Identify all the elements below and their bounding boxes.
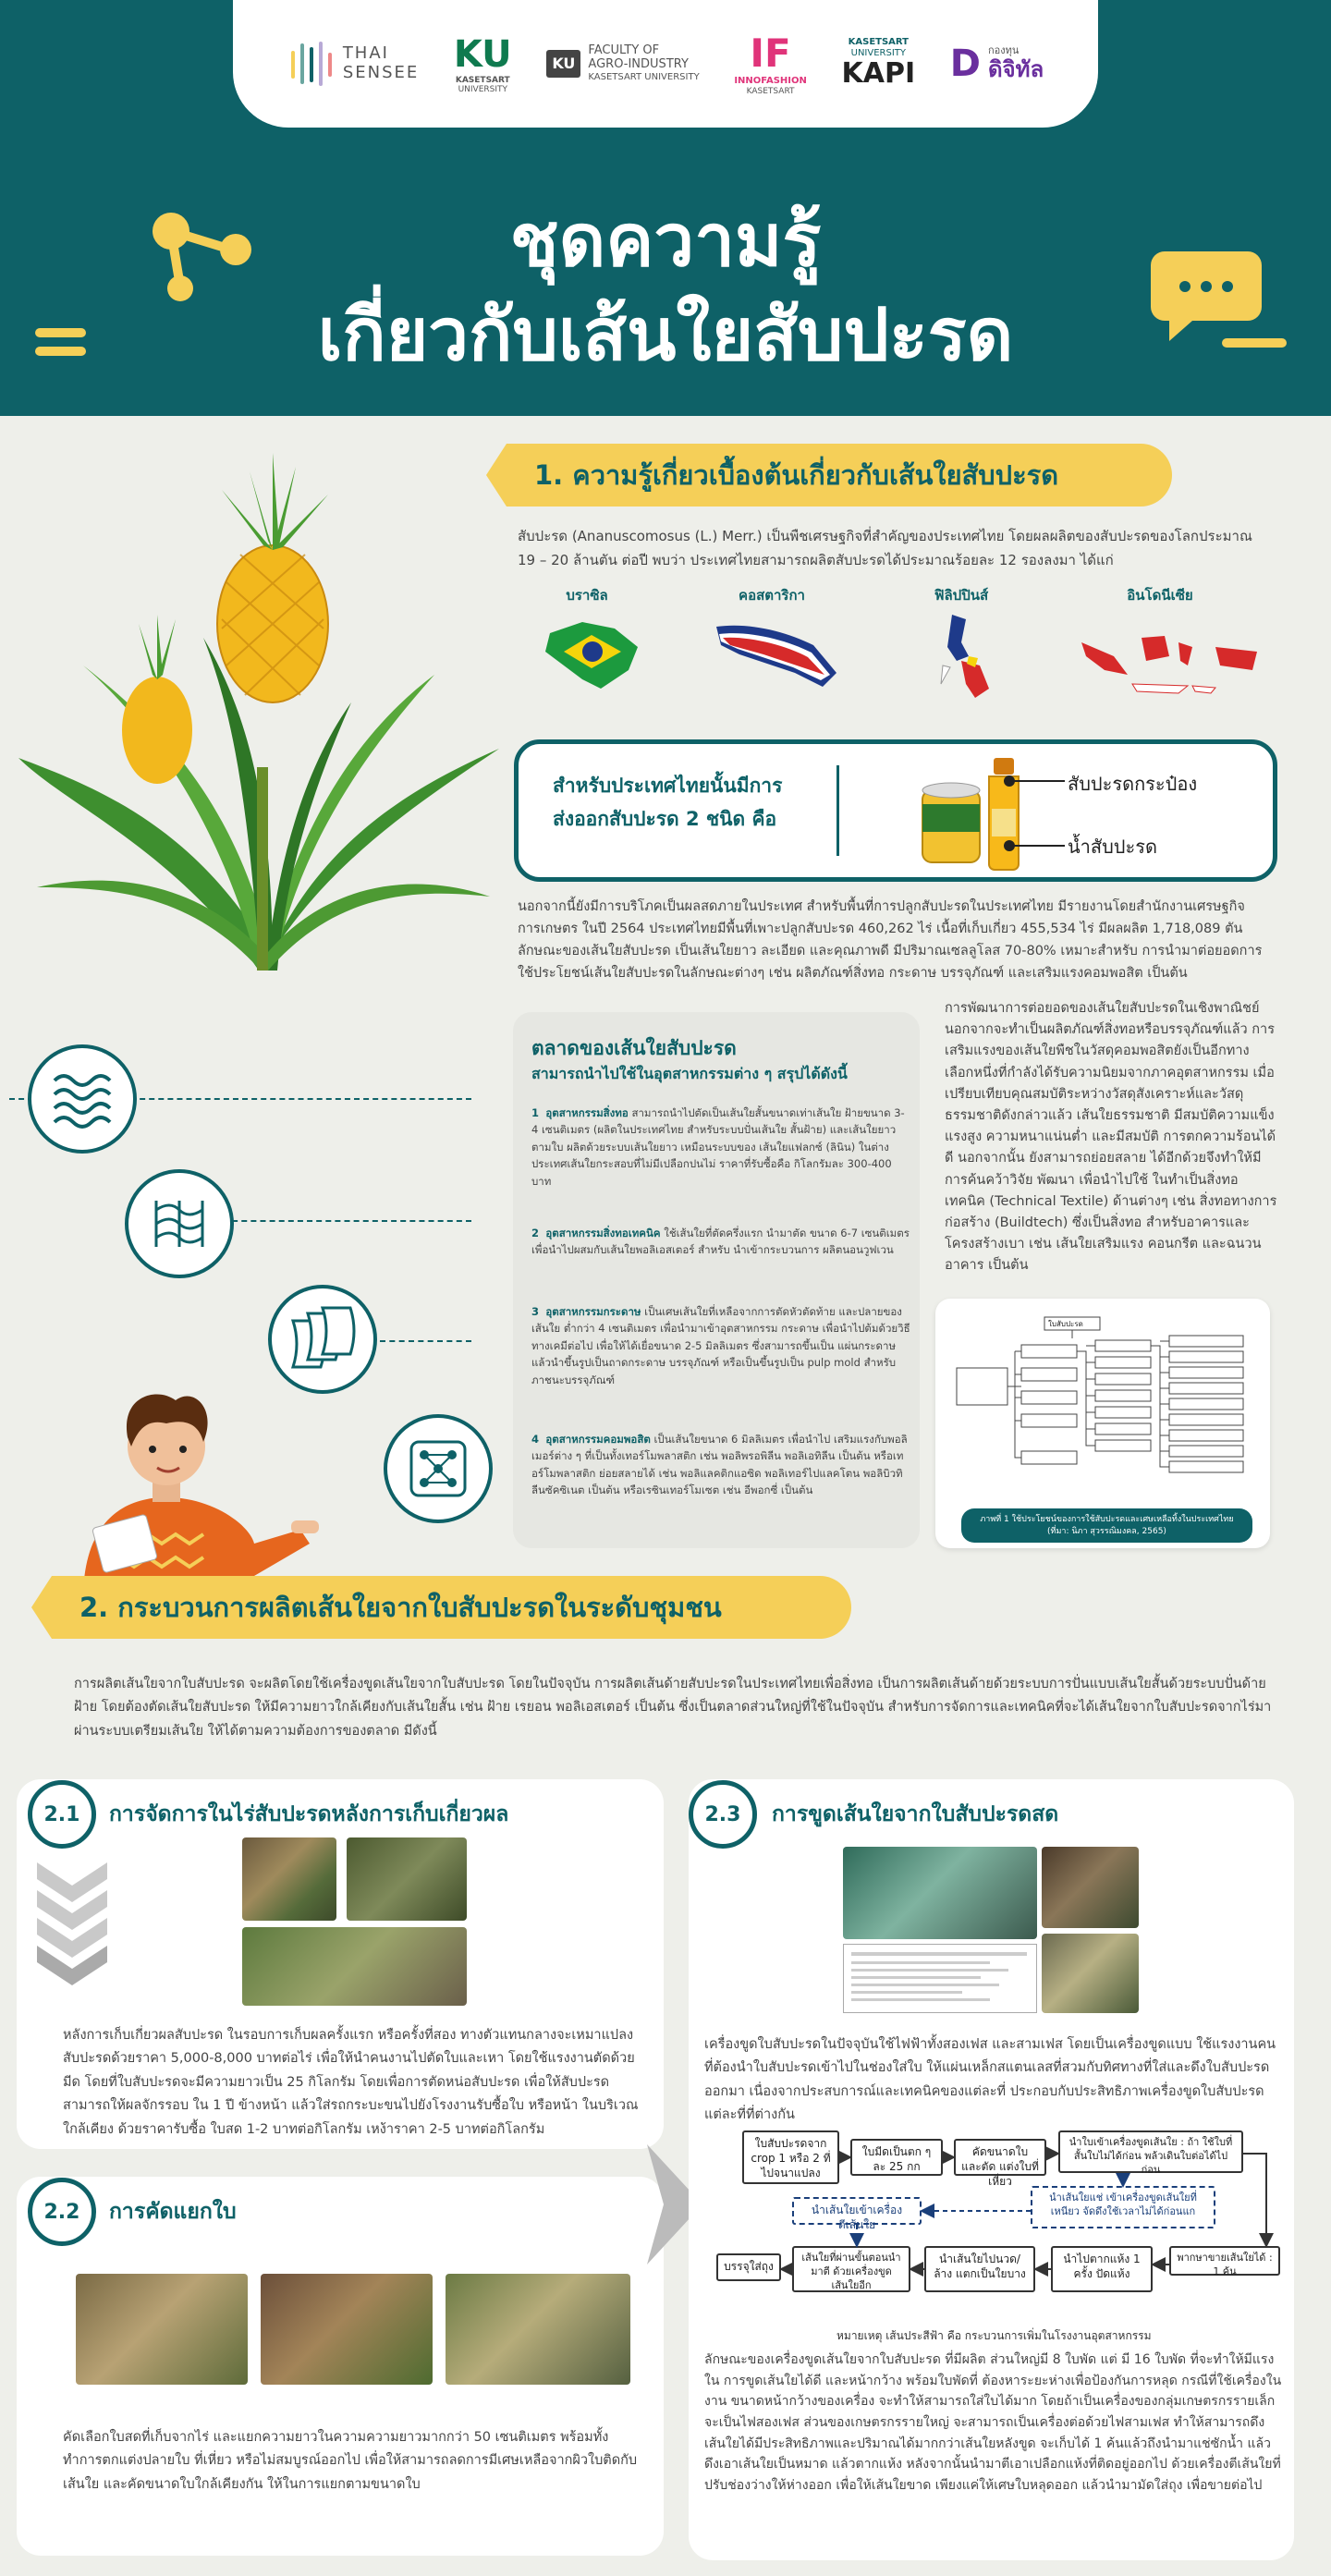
- export-box-divider: [836, 765, 839, 856]
- figure-caption: ภาพที่ 1 ใช้ประโยชน์ของการใช้สับปะรดและเศษเหลือทิ้งในประเทศไทย (ที่มา: นิภา สุวรรณิมงคล, 2565): [961, 1508, 1252, 1543]
- step-number-2-3: 2.3: [689, 1780, 757, 1849]
- flow-step: นำเส้นใยไปนวด/ล้าง แตกเป็นใยบาง: [924, 2246, 1035, 2292]
- market-item-4: [531, 1431, 910, 1499]
- thai-sensee-icon: [287, 40, 336, 88]
- export-item-canned: สับปะรดกระป๋อง: [1068, 773, 1198, 795]
- logo-line1: INNOFASHION: [734, 76, 807, 87]
- innofashion-logo: [734, 31, 807, 96]
- step-title-2-1: การจัดการในไร่สับปะรดหลังการเก็บเกี่ยวผล: [109, 1802, 509, 1826]
- kapi-logo: [842, 37, 916, 91]
- photo-sorted-leaves: [446, 2274, 630, 2385]
- export-pointer-2: [1007, 845, 1065, 847]
- thai-sensee-logo: [287, 40, 419, 88]
- textile-fiber-icon: [28, 1044, 137, 1154]
- flow-step: คัดขนาดใบ และตัด แต่งใบที่เหี่ยว: [954, 2139, 1046, 2176]
- photo-extracted-fiber: [1042, 1934, 1139, 2013]
- export-pointer-1: [1007, 780, 1065, 782]
- country-label-costa-rica: คอสตาริกา: [739, 587, 805, 604]
- flow-step: พากษาขายเส้นใยได้ : 1 ค้น: [1169, 2246, 1280, 2276]
- kapi-mark: KAPI: [841, 57, 916, 91]
- ku-logo: [454, 33, 512, 95]
- step-text-2-2: คัดเลือกใบสดที่เก็บจากไร่ และแยกความยาวในความความยาวมากกว่า 50 เซนติเมตร พร้อมทั้ง ทำการตกแต่งปลายใบ ที่เหี่ยว หรือไม่สมบูรณ์ออกไป เพื่อให้สามารถลดการมีเศษเหลือจากผิวใบติดกับเส้นใย และคัดขนาดใบใกล้เคียงกัน ให้ในการแยกตามขนาดใบ: [63, 2430, 638, 2492]
- market-item-text: เป็นเศษเส้นใยที่เหลือจากการตัดหัวตัดท้าย และปลายของเส้นใย ต่ำกว่า 4 เซนติเมตร เพื่อนำมาเข้าอุตสาหกรรม กระดาษ เพื่อนำไปต้มด้วยวิธี ทางเคมีต่อไป เพื่อให้ได้เยื่อขนาด 2-5 มิลลิเมตร ซึ่งสามารถขึ้นเป็น แผ่นกระดาษ แล้วนำขึ้นรูปเป็นถาดกระดาษ บรรจุภัณฑ์ หรือเป็นขึ้นรูปเป็น pulp mold สำหรับภาชนะบรรจุภัณฑ์: [531, 1305, 910, 1386]
- flow-step-industrial: นำเส้นใยเข้าเครื่องตีเส้นใย: [792, 2197, 922, 2225]
- digital-fund-logo: [950, 43, 1044, 85]
- section2-heading: 2. กระบวนการผลิตเส้นใยจากใบสับปะรดในระดับชุมชน: [52, 1576, 851, 1639]
- section2-intro: การผลิตเส้นใยจากใบสับปะรด จะผลิตโดยใช้เครื่องขูดเส้นใยจากใบสับปะรด โดยในปัจจุบัน การผลิตเส้นด้ายสับปะรดในประเทศไทยเพื่อสิ่งทอ เป็นการผลิตเส้นด้ายด้วยระบบการปั่นแบบเส้นใยสั้นด้วยระบบปั่นด้ายฝ้าย โดยต้องตัดเส้นใยสับปะรด ให้มีความยาวใกล้เคียงกับเส้นใยสั้น เช่น ฝ้าย เรยอน พอลิเอสเตอร์ เป็นต้น ซึ่งเป็นตลาดส่วนใหญ่ที่ใช้ในปัจจุบัน สำหรับการจัดการและเทคนิคที่จะได้เส้นใยจากใบสับปะรดจากไร่มาผ่านระบบเตรียมเส้นใย ให้ได้ตามความต้องการของตลาด มีดังนี้: [74, 1677, 1272, 1739]
- market-item-title: อุตสาหกรรมคอมพอสิต: [545, 1433, 651, 1446]
- digital-fund-icon: D: [949, 43, 981, 85]
- export-box-line2: ส่งออกสับปะรด 2 ชนิด คือ: [553, 807, 777, 830]
- step-title-2-2: การคัดแยกใบ: [109, 2200, 237, 2224]
- logo-line2: AGRO-INDUSTRY: [588, 57, 689, 72]
- section1-para2: นอกจากนี้ยังมีการบริโภคเป็นผลสดภายในประเทศ สำหรับพื้นที่การปลูกสับปะรดในประเทศไทย มีรายงานโดยสำนักงานเศรษฐกิจการเกษตร ในปี 2564 ประเทศไทยมีพื้นที่เพาะปลูกสับปะรด 460,262 ไร่ เนื้อที่เก็บเกี่ยว 455,534 ไร่ มีผลผลิต 1,718,089 ตัน ลักษณะของเส้นใยสับปะรด เป็นเส้นใยยาว ละเอียด และคุณภาพดี มีปริมาณเซลลูโลส 70-80% เหมาะสำหรับ การนำมาต่อยอดการใช้ประโยชน์เส้นใยสับปะรดในลักษณะต่างๆ เช่น ผลิตภัณฑ์สิ่งทอ กระดาษ บรรจุภัณฑ์ และเสริมแรงคอมพอสิต เป็นต้น: [518, 899, 1263, 981]
- market-item-text: ใช้เส้นใยที่ตัดครึ่งแรก นำมาตัด ขนาด 6-7 เซนติเมตร เพื่อนำไปผสมกับเส้นใยพอลิเอสเตอร์ สำหรับ นำเข้ากระบวนการ ผลิตนอนวูฟเวน: [531, 1227, 910, 1257]
- step-number-2-1: 2.1: [28, 1780, 96, 1849]
- step-number-2-2: 2.2: [28, 2178, 96, 2246]
- logo-line2: KASETSART: [746, 86, 795, 96]
- market-item-title: อุตสาหกรรมสิ่งทอเทคนิค: [545, 1227, 661, 1239]
- logo-line1: KASETSART: [455, 75, 510, 85]
- market-title: ตลาดของเส้นใยสับปะรด: [531, 1037, 737, 1059]
- step-text-2-3b: ลักษณะของเครื่องขูดเส้นใยจากใบสับปะรด ที่มีผลิต ส่วนใหญ่มี 8 ใบพัด แต่ มี 16 ใบพัด ที่จะทำให้มีแรงใน การขูดเส้นใยได้ดี และหน้ากว้าง พร้อมใบพัดที่ ต้องหาระยะห่างเพื่อป้องกันการหลุด กรณีที่ใช้เครื่องในงาน ขนาดหน้ากว้างของเครื่อง จะทำให้สามารถใส่ใบได้มาก โดยถ้าเป็นเครื่องของกลุ่มเกษตรกรรายเล็ก จะเป็นไฟสองเฟส ส่วนของเกษตรกรรายใหญ่ จะสามารถเป็นเครื่องต่อด้วยไฟสามเฟส ทำให้สามารถดึงเส้นใยได้มีประสิทธิภาพและปริมาณได้มากกว่าเส้นใยหลังขูด จะเก็บได้ 1 ค้นแล้วถึงนำมาแช่ซักน้ำ แล้วดึงเอาเส้นใยเป็นหมาด แล้วตากแห้ง หลังจากนั้นนำมาตีเอาเปลือกแห้งที่ติดอยู่ออกไป ด้วยเครื่องตีเส้นใยที่ปรับช่องว่างให้ห่างออก เพื่อให้เส้นใยขาด เพียงแค่ให้เศษใบหลุดออก แล้วนำมามัดใส่ถุง เพื่อขายต่อไป: [704, 2352, 1282, 2494]
- market-item-text: สามารถนำไปตัดเป็นเส้นใยสั้นขนาดเท่าเส้นใย ฝ้ายขนาด 3-4 เซนติเมตร (ผลิตในประเทศไทย สำหรับระบบปั่นเส้นใย สั้นฝ้าย) และเส้นใยยาวตามใบ ผลิตด้วยระบบเส้นใยยาว เหมือนระบบของ เส้นใยแฟลกซ์ (ลินิน) ในต่างประเทศเส้นใยกระสอบที่ไม่มีเปลือกปนไม่ ราคาที่รับซื้อคือ กิโลกรัมละ 300-400 บาท: [531, 1106, 905, 1188]
- country-label-brazil: บราซิล: [566, 587, 608, 604]
- market-subtitle: สามารถนำไปใช้ในอุตสาหกรรมต่าง ๆ สรุปได้ดังนี้: [531, 1065, 848, 1082]
- export-pointer-dot: [1004, 775, 1015, 787]
- ku-mark: KU: [453, 32, 512, 76]
- logo-line2: UNIVERSITY: [850, 47, 906, 58]
- export-item-juice: น้ำสับปะรด: [1068, 836, 1157, 858]
- section1-heading: 1. ความรู้เกี่ยวเบื้องต้นเกี่ยวกับเส้นใยสับปะรด: [507, 444, 1172, 507]
- market-item-3: [531, 1303, 910, 1388]
- ku-badge: KU: [546, 50, 580, 78]
- flow-step: ใบสับปะรดจาก crop 1 หรือ 2 ที่ไปจนาแปลง: [742, 2130, 839, 2184]
- flow-step: ใบมีดเป็นตก ๆ ละ 25 กก: [850, 2139, 943, 2176]
- step-text-2-3a: เครื่องขูดใบสับปะรดในปัจจุบันใช้ไฟฟ้าทั้งสองเฟส และสามเฟส โดยเป็นเครื่องขูดแบบ ใช้แรงงานคน ที่ต้องนำใบสับปะรดเข้าไปในช่องใส่ใบ ให้แผ่นเหล็กสแตนเลสที่สวมกับทิศทางที่ใส่และดึงใบสับปะรดออกมา เนื่องจากประสบการณ์และเทคนิคของแต่ละที่ ประกอบกับประสิทธิภาพเครื่องขูดใบสับปะรด แต่ละที่ที่ต่างกัน: [704, 2037, 1276, 2123]
- logo-line1: FACULTY OF: [588, 43, 660, 58]
- photo-machine-closeup: [1042, 1847, 1139, 1928]
- logo-line2: SENSEE: [342, 63, 420, 82]
- export-pointer-dot: [1004, 840, 1015, 851]
- pineapple-plant-illustration: [9, 453, 508, 998]
- photo-truck-loading: [242, 1927, 467, 2006]
- flow-step-industrial: นำเส้นใยแช่ เข้าเครื่องขูดเส้นใยที่เหนียว จัดดึงใช้เวลาไม่ได้ก่อนแก: [1031, 2186, 1215, 2228]
- photo-pineapple-field: [242, 1837, 336, 1921]
- figure-root-label: ใบสับปะรด: [1048, 1320, 1083, 1328]
- country-label-indonesia: อินโดนีเซีย: [1127, 587, 1193, 604]
- country-label-philippines: ฟิลิปปินส์: [934, 587, 989, 604]
- canned-pineapple-juice-icon: [915, 753, 1035, 873]
- photo-harvested-leaves: [347, 1837, 467, 1921]
- composite-network-icon: [384, 1414, 493, 1523]
- flowchart-note: หมายเหตุ เส้นประสีฟ้า คือ กระบวนการเพิ่มในโรงงานอุตสาหกรรม: [836, 2329, 1152, 2342]
- market-item-1: [531, 1105, 910, 1190]
- flow-step: นำใบเข้าเครื่องขูดเส้นใย : ถ้า ใช้ใบที่สั้นใบไม่ได้ก่อน พล้วเดินใบต่อได้ไปก่อน: [1058, 2130, 1243, 2173]
- flow-arrows: [707, 2126, 1280, 2311]
- logo-line1: กองทุน: [987, 43, 1020, 56]
- section1-intro: สับปะรด (Ananuscomosus (L.) Merr.) เป็นพืชเศรษฐกิจที่สำคัญของประเทศไทย โดยผลผลิตของสับปะรดของโลกประมาณ 19 – 20 ล้านตัน ต่อปี พบว่า ประเทศไทยสามารถผลิตสับปะรดได้ประมาณร้อยละ 12 รองลงมา ได้แก่: [518, 528, 1252, 568]
- photo-sorting-worker: [261, 2274, 433, 2385]
- utilization-flowchart: [952, 1312, 1257, 1493]
- logo-bar: [233, 0, 1098, 128]
- flow-step: นำไปตากแห้ง 1 ครั้ง ปัดแห้ง: [1051, 2246, 1153, 2292]
- section1-para3: การพัฒนาการต่อยอดของเส้นใยสับปะรดในเชิงพาณิชย์ นอกจากจะทำเป็นผลิตภัณฑ์สิ่งทอหรือบรรจุภัณฑ์แล้ว การเสริมแรงของเส้นใยพืชในวัสดุคอมพอสิตยังเป็นอีกทางเลือกหนึ่งที่กำลังได้รับความนิยมจากภาคอุตสาหกรรม เมื่อเปรียบเทียบคุณสมบัติระหว่างวัสดุสังเคราะห์และวัสดุธรรมชาติดังกล่าวแล้ว เส้นใยธรรมชาติ มีสมบัติความแข็งแรงสูง ความหนาแน่นต่ำ และมีสมบัติ การตกความร้อนได้ดี นอกจากนั้น ยังสามารถย่อยสลาย ได้อีกด้วยจึงทำให้มีการค้นคว้าวิจัย พัฒนา เพื่อนำไปใช้ ในทำเป็นสิ่งทอเทคนิค (Technical Textile) ด้านต่างๆ เช่น สิ่งทอทางการก่อสร้าง (Buildtech) ซึ่งเป็นสิ่งทอ สำหรับอาคารและโครงสร้างเบา เช่น เส้นใยเสริมแรง คอนกรีต และฉนวนอาคาร เป็นต้น: [945, 1001, 1277, 1274]
- indonesia-map-icon: [1077, 629, 1262, 702]
- step-title-2-3: การขูดเส้นใยจากใบสับปะรดสด: [772, 1802, 1059, 1826]
- logo-line1: KASETSART: [848, 37, 909, 48]
- flow-step: เส้นใยที่ผ่านขั้นตอนนำมาตี ด้วยเครื่องขูดเส้นใยอีก: [792, 2246, 910, 2292]
- market-item-text: เป็นเส้นใยขนาด 6 มิลลิเมตร เพื่อนำไป เสริมแรงกับพอลิเมอร์ต่าง ๆ ที่เป็นทั้งเทอร์โมพลาสติก เช่น พอลิพรอพิลีน พอลิเอทิลีน เป็นต้น หรือเทอร์โมพลาสติก ย่อยสลายได้ เช่น พอลิแลคติกแอซิด พอลิเทอร์ไปแลคโตน พอลิบิวทิลีนซัคซิเนต เป็นต้น หรือเรซินเทอร์โมเซต เช่น อีพอกซี่ เป็นต้น: [531, 1433, 908, 1497]
- presenter-man-illustration: [55, 1359, 324, 1599]
- market-item-title: อุตสาหกรรมกระดาษ: [545, 1305, 641, 1318]
- costa-rica-map-icon: [712, 617, 841, 691]
- brazil-map-icon: [536, 615, 647, 693]
- logo-line3: KASETSART UNIVERSITY: [588, 72, 700, 83]
- export-box-line1: สำหรับประเทศไทยนั้นมีการ: [553, 775, 783, 797]
- logo-line1: THAI: [342, 43, 389, 64]
- if-mark: IF: [750, 30, 791, 76]
- agro-industry-logo: [546, 44, 699, 82]
- market-item-title: อุตสาหกรรมสิ่งทอ: [545, 1106, 629, 1119]
- philippines-map-icon: [934, 610, 998, 702]
- photo-leaf-bundles: [76, 2274, 248, 2385]
- page-title-line2: เกี่ยวกับเส้นใยสับปะรด: [317, 294, 1014, 377]
- logo-line2: ดิจิทัล: [987, 55, 1044, 82]
- market-item-num: 1: [531, 1106, 540, 1119]
- technical-textile-icon: [125, 1169, 234, 1278]
- market-item-num: 4: [531, 1433, 540, 1446]
- flow-step: บรรจุใส่ถุง: [716, 2253, 781, 2281]
- step-text-2-1: หลังการเก็บเกี่ยวผลสับปะรด ในรอบการเก็บผลครั้งแรก หรือครั้งที่สอง ทางตัวแทนกลางจะเหมาแปลงสับปะรดด้วยราคา 5,000-8,000 บาทต่อไร่ เพื่อให้นำคนงานไปตัดใบและเหา โดยใช้แรงงานตัดด้วยมีด โดยที่ใบสับปะรดจะมีความยาวเป็น 25 กิโลกรัม โดยเพื่อการตัดหน่อสับปะรด เพื่อให้สับปะรดสามารถให้ผลจักรรอบ ใน 1 ปี ข้างหน้า แล้วใส่รถกระบะขนไปยังโรงงานรับซื้อใบ หรือหน้า ในบริเวณใกล้เคียง ด้วยราคารับซื้อ ใบสด 1-2 บาทต่อกิโลกรัม เหง้าราคา 2-5 บาทต่อกิโลกรัม: [63, 2028, 639, 2137]
- logo-line2: UNIVERSITY: [458, 85, 507, 94]
- chevron-down-stack-icon: [37, 1862, 107, 1992]
- photo-decorticator-machine: [843, 1847, 1037, 1939]
- machine-spec-sheet: [843, 1944, 1037, 2013]
- market-item-num: 2: [531, 1227, 540, 1239]
- market-item-num: 3: [531, 1305, 540, 1318]
- market-item-2: [531, 1225, 910, 1259]
- export-box-text: [553, 770, 782, 836]
- page-title-line1: ชุดความรู้: [509, 200, 822, 283]
